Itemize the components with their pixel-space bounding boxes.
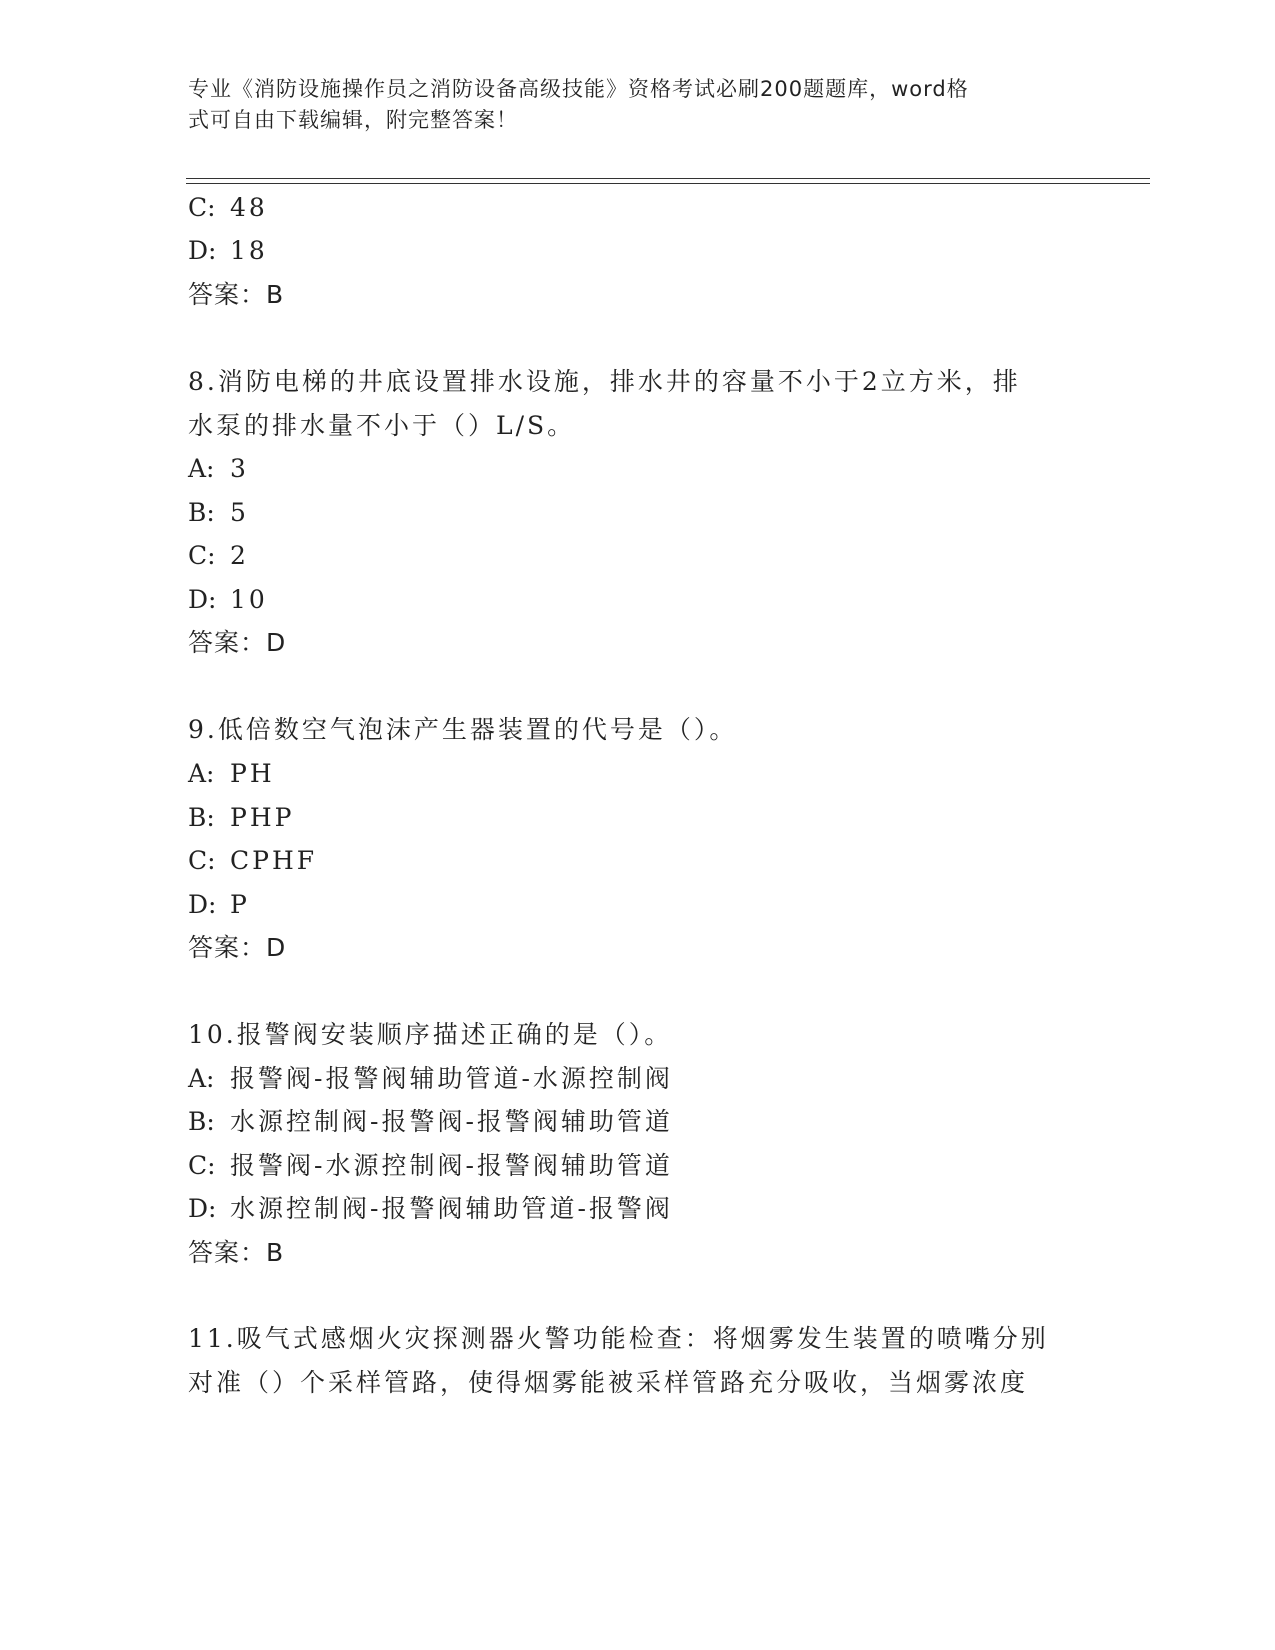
answer-line: 答案：B xyxy=(188,280,285,309)
option-text: CPHF xyxy=(230,846,318,875)
option-a xyxy=(188,454,249,484)
option-label: C: xyxy=(188,846,216,875)
option-label: B: xyxy=(188,1107,215,1136)
option-text: 5 xyxy=(230,498,249,527)
option-text: 报警阀-报警阀辅助管道-水源控制阀 xyxy=(230,1064,673,1093)
option-b xyxy=(188,1107,673,1137)
option-text: 10 xyxy=(230,585,268,614)
option-label: A: xyxy=(188,454,215,483)
question-9-text: 9.低倍数空气泡沫产生器装置的代号是（）。 xyxy=(188,715,738,744)
option-text: 水源控制阀-报警阀-报警阀辅助管道 xyxy=(230,1107,673,1136)
option-a xyxy=(188,1064,673,1094)
answer-line: 答案：D xyxy=(188,628,287,657)
option-text: 2 xyxy=(230,541,249,570)
option-d xyxy=(188,236,268,266)
option-label: C: xyxy=(188,1151,216,1180)
option-label: A: xyxy=(188,1064,215,1093)
option-label: C: xyxy=(188,541,216,570)
option-text: 3 xyxy=(230,454,249,483)
option-text: 水源控制阀-报警阀辅助管道-报警阀 xyxy=(230,1194,673,1223)
option-a xyxy=(188,759,275,789)
option-c xyxy=(188,193,268,223)
option-label: D: xyxy=(188,585,217,614)
option-d xyxy=(188,585,268,615)
option-c xyxy=(188,541,249,571)
option-text: 48 xyxy=(230,193,268,222)
option-text: 18 xyxy=(230,236,268,265)
option-label: D: xyxy=(188,236,217,265)
option-c xyxy=(188,846,317,876)
option-text: 报警阀-水源控制阀-报警阀辅助管道 xyxy=(230,1151,673,1180)
option-label: A: xyxy=(188,759,215,788)
question-10-text: 10.报警阀安装顺序描述正确的是（）。 xyxy=(188,1020,673,1049)
option-label: D: xyxy=(188,890,217,919)
answer-line: 答案：B xyxy=(188,1238,285,1267)
option-text: PH xyxy=(230,759,275,788)
question-11-text-line-2: 对准（）个采样管路，使得烟雾能被采样管路充分吸收，当烟雾浓度 xyxy=(188,1368,1029,1397)
option-label: D: xyxy=(188,1194,217,1223)
document-header xyxy=(188,74,1068,136)
option-b xyxy=(188,803,294,833)
header-rule-top xyxy=(186,178,1150,179)
header-line-2: 式可自由下载编辑，附完整答案！ xyxy=(188,108,518,132)
option-label: B: xyxy=(188,498,215,527)
option-text: PHP xyxy=(230,803,295,832)
question-8-text-line-1: 8.消防电梯的井底设置排水设施，排水井的容量不小于2立方米，排 xyxy=(188,367,1021,396)
option-label: C: xyxy=(188,193,216,222)
option-d xyxy=(188,890,250,920)
option-text: P xyxy=(230,890,250,919)
option-b xyxy=(188,498,249,528)
answer-line: 答案：D xyxy=(188,933,287,962)
option-c xyxy=(188,1151,673,1181)
option-label: B: xyxy=(188,803,215,832)
option-d xyxy=(188,1194,673,1224)
question-8-text-line-2: 水泵的排水量不小于（）L/S。 xyxy=(188,411,576,440)
header-rule-bottom xyxy=(186,183,1150,184)
header-line-1: 专业《消防设施操作员之消防设备高级技能》资格考试必刷200题题库，word格 xyxy=(188,77,969,101)
question-11-text-line-1: 11.吸气式感烟火灾探测器火警功能检查：将烟雾发生装置的喷嘴分别 xyxy=(188,1324,1049,1353)
